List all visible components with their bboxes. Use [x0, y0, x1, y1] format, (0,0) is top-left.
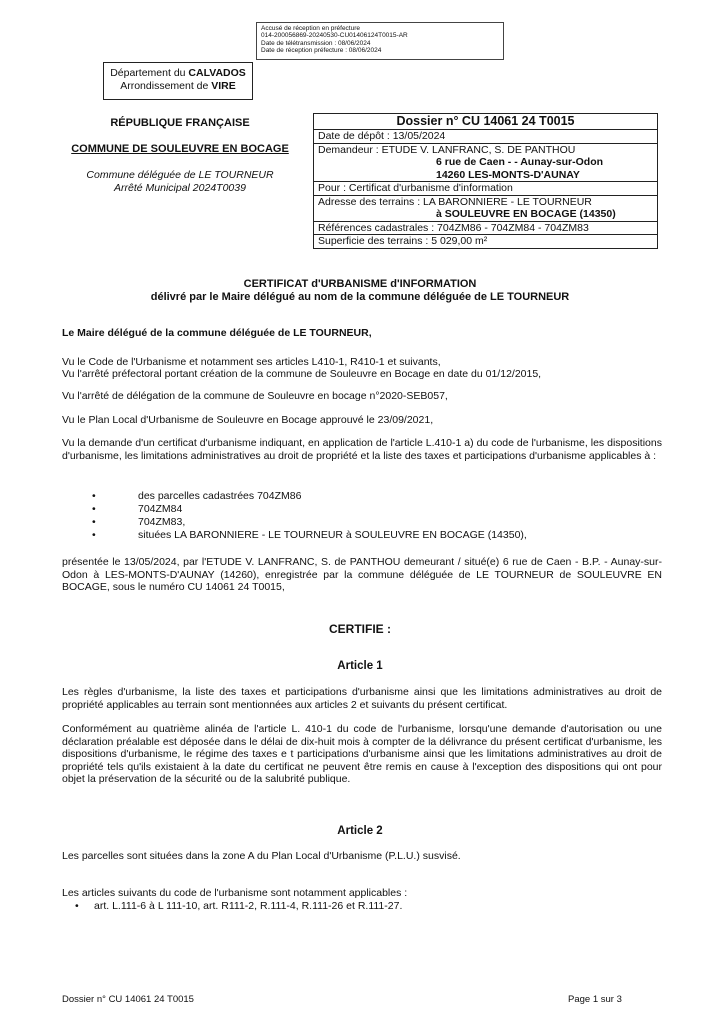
deleguee-block [55, 169, 305, 195]
vu-code: Vu le Code de l'Urbanisme et notamment ses articles L410-1, R410-1 et suivants, [62, 356, 441, 368]
stamp-line: Date de télétransmission : 08/06/2024 [261, 39, 371, 47]
arrondissement-name: VIRE [211, 80, 236, 92]
bullet-icon: • [92, 503, 96, 515]
list-item: 704ZM83, [138, 516, 186, 528]
reception-stamp [256, 22, 504, 60]
bullet-icon: • [92, 529, 96, 541]
stamp-line: 014-200056869-20240530-CU01406124T0015-AR [261, 32, 408, 40]
vu-demande: Vu la demande d'un certificat d'urbanisme indiquant, en application de l'article L.410-1 a) du code de l'urbanisme, les dispositions d'urbanisme, les limitations administratives au droit de propriété et la liste des taxes et participations d'urbanisme applicables à : [62, 437, 662, 462]
list-item: situées LA BARONNIERE - LE TOURNEUR à SOULEUVRE EN BOCAGE (14350), [138, 529, 527, 541]
list-item: 704ZM84 [138, 503, 183, 515]
commune-deleguee: Commune déléguée de LE TOURNEUR [86, 169, 274, 181]
article-2-paragraph-1: Les parcelles sont situées dans la zone A du Plan Local d'Urbanisme (P.L.U.) susvisé. [62, 850, 461, 862]
article-1-paragraph-1: Les règles d'urbanisme, la liste des taxes et participations d'urbanisme ainsi que les limitations administratives au droit de propriété applicables au terrain sont mentionnées aux articles 2 et suivants du présent certificat. [62, 686, 662, 711]
vu-plu: Vu le Plan Local d'Urbanisme de Souleuvre en Bocage approuvé le 23/09/2021, [62, 414, 434, 426]
dossier-box [313, 113, 658, 249]
stamp-line: Date de réception préfecture : 08/06/2024 [261, 47, 382, 55]
article-2-item: art. L.111-6 à L 111-10, art. R111-2, R.111-4, R.111-26 et R.111-27. [94, 900, 403, 912]
article-2-paragraph-2: Les articles suivants du code de l'urbanisme sont notamment applicables : [62, 887, 408, 899]
footer-dossier: Dossier n° CU 14061 24 T0015 [62, 994, 194, 1005]
vu-arrete-prefectoral: Vu l'arrêté préfectoral portant création de la commune de Souleuvre en Bocage en date du 01/12/2015, [62, 368, 542, 380]
bullet-icon: • [75, 900, 79, 912]
certificate-title: CERTIFICAT d'URBANISME d'INFORMATION [243, 278, 477, 290]
bullet-icon: • [92, 490, 96, 502]
arrete-number: Arrêté Municipal 2024T0039 [114, 182, 246, 194]
superficie: Superficie des terrains : 5 029,00 m² [314, 234, 657, 248]
vu-delegation: Vu l'arrêté de délégation de la commune de Souleuvre en bocage n°2020-SEB057, [62, 390, 448, 402]
article-1-paragraph-2: Conformément au quatrième alinéa de l'article L. 410-1 du code de l'urbanisme, lorsqu'une demande d'autorisation ou une déclaration préalable est déposée dans le délai de dix-huit mois à compter de la délivrance du présent certificat d'urbanisme, les dispositions d'urbanisme, le régime des taxes e t participations d'urbanisme ainsi que les limitations administratives au droit de propriété tels qu'ils existaient à la date du certificat ne peuvent être remis en cause à l'exception des dispositions qui ont pour objet la préservation de la sécurité ou de la salubrité publique. [62, 723, 662, 785]
footer-page: Page 1 sur 3 [568, 994, 622, 1005]
commune-heading: COMMUNE DE SOULEUVRE EN BOCAGE [71, 143, 289, 155]
article-1-heading: Article 1 [337, 660, 383, 672]
maire-line: Le Maire délégué de la commune déléguée de LE TOURNEUR, [62, 327, 372, 339]
department-name: CALVADOS [188, 67, 246, 79]
demandeur: Demandeur : ETUDE V. LANFRANC, S. DE PANTHOU 6 rue de Caen - - Aunay-sur-Odon 14260 LES-MONTS-D'AUNAY [314, 143, 657, 182]
certificate-subtitle: délivré par le Maire délégué au nom de la commune déléguée de LE TOURNEUR [150, 291, 570, 303]
republic-heading: RÉPUBLIQUE FRANÇAISE [110, 117, 250, 129]
references-cadastrales: Références cadastrales : 704ZM86 - 704ZM84 - 704ZM83 [314, 221, 657, 235]
department-box: Département du CALVADOS Arrondissement de VIRE [103, 62, 253, 100]
dossier-number: Dossier n° CU 14061 24 T0015 [396, 114, 575, 128]
presentee-paragraph: présentée le 13/05/2024, par l'ETUDE V. LANFRANC, S. de PANTHOU demeurant / situé(e) 6 rue de Caen - B.P. - Aunay-sur-Odon à LES-MONTS-D'AUNAY (14260), enregistrée par la commune déléguée de LE TOURNEUR de SOULEUVRE EN BOCAGE, sous le numéro CU 14061 24 T0015, [62, 556, 662, 593]
adresse-terrains: Adresse des terrains : LA BARONNIERE - LE TOURNEUR à SOULEUVRE EN BOCAGE (14350) [314, 195, 657, 221]
pour: Pour : Certificat d'urbanisme d'information [314, 181, 657, 195]
certifie-heading: CERTIFIE : [329, 622, 391, 636]
date-depot: Date de dépôt : 13/05/2024 [314, 129, 657, 143]
bullet-icon: • [92, 516, 96, 528]
article-2-heading: Article 2 [337, 825, 383, 837]
list-item: des parcelles cadastrées 704ZM86 [138, 490, 302, 502]
stamp-line: Accusé de réception en préfecture [261, 25, 361, 32]
